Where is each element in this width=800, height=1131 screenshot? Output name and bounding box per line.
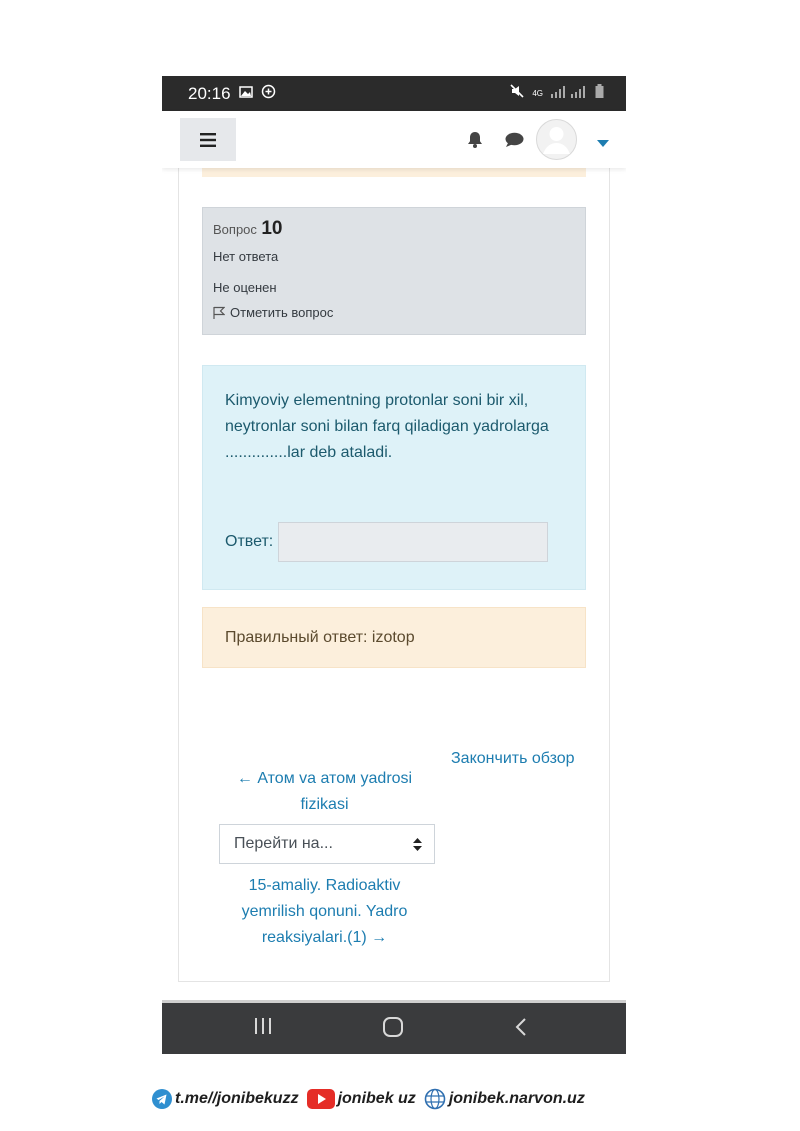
telegram-icon (152, 1089, 172, 1109)
chat-icon[interactable] (505, 132, 524, 153)
battery-icon (595, 84, 604, 103)
flag-question-link[interactable] (213, 305, 575, 320)
signal-icon (551, 85, 587, 103)
question-grade: Не оценен (213, 280, 277, 295)
recents-icon[interactable] (253, 1016, 273, 1041)
telegram-handle: t.me//jonibekuzz (175, 1090, 299, 1107)
youtube-channel: jonibek uz (337, 1090, 416, 1107)
question-text: Kimyoviy elementning protonlar soni bir xil, neytronlar soni bilan farq qiladigan yadrolarga ..............lar deb ataladi. (225, 392, 549, 461)
bell-icon[interactable] (467, 131, 483, 153)
answer-field[interactable] (278, 522, 548, 562)
caret-down-icon[interactable] (597, 134, 609, 152)
menu-icon (200, 133, 216, 147)
next-activity-link[interactable]: 15-amaliy. Radioaktiv yemrilish qonuni. Yadro reaksiyalari.(1) → (241, 877, 408, 946)
footer-credits (152, 1085, 593, 1113)
flag-question-label: Отметить вопрос (230, 305, 334, 320)
question-state: Нет ответа (213, 249, 279, 264)
website-credit (424, 1088, 585, 1110)
status-bar (162, 76, 626, 111)
avatar[interactable] (536, 119, 577, 165)
menu-button[interactable] (180, 118, 236, 161)
website-url: jonibek.narvon.uz (448, 1090, 585, 1107)
prev-activity-link[interactable]: ← Атом va атом yadrosi fizikasi (236, 770, 413, 813)
mute-icon (510, 84, 524, 103)
plus-circle-icon (261, 84, 276, 104)
back-icon[interactable] (514, 1016, 528, 1043)
image-icon (239, 85, 253, 103)
top-navbar (162, 111, 626, 168)
select-arrows-icon (413, 838, 422, 851)
youtube-icon (307, 1089, 335, 1109)
answer-row (225, 522, 548, 562)
question-number: 10 (261, 218, 283, 239)
globe-icon (424, 1088, 446, 1110)
finish-review-link[interactable]: Закончить обзор (451, 750, 575, 767)
status-time: 20:16 (188, 83, 231, 103)
question-info (202, 207, 586, 335)
home-icon[interactable] (382, 1016, 404, 1043)
answer-label: Ответ: (225, 533, 274, 550)
jump-to-label: Перейти на... (234, 835, 333, 852)
network-type: 4G (532, 89, 543, 98)
telegram-credit (152, 1089, 299, 1109)
right-answer-feedback (202, 607, 586, 668)
question-label: Вопрос (213, 222, 257, 237)
android-nav-bar (162, 1000, 626, 1054)
phone-screen (162, 76, 626, 1054)
jump-to-select[interactable] (219, 824, 435, 864)
previous-feedback-strip (202, 168, 586, 177)
flag-icon (213, 306, 225, 319)
right-answer-text: Правильный ответ: izotop (225, 628, 415, 646)
youtube-credit (307, 1089, 416, 1109)
question-formulation (202, 365, 586, 590)
